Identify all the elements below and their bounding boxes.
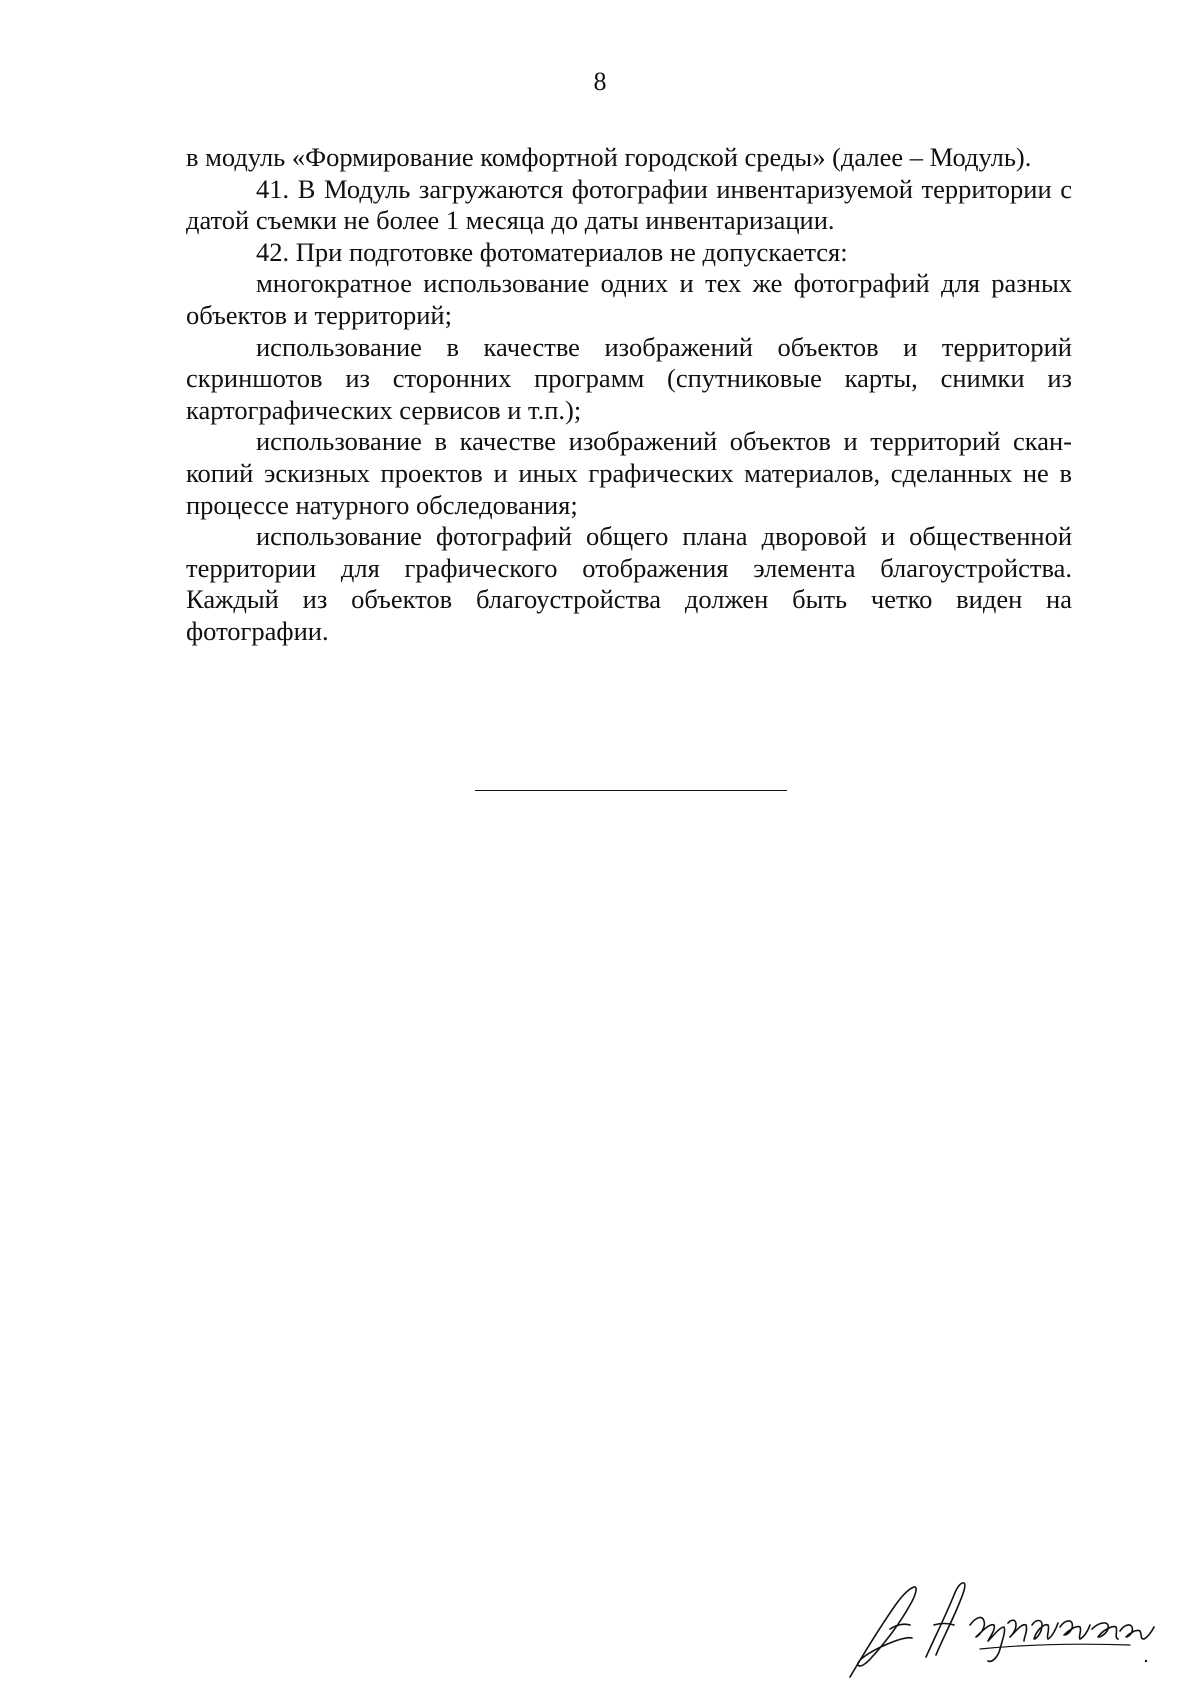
document-body (186, 142, 1072, 648)
paragraph-item-42: 42. При подготовке фотоматериалов не допускается: (256, 236, 848, 267)
paragraph-restriction-screenshots: использование в качестве изображений объектов и территорий скриншотов из сторонних программ (спутниковые карты, снимки из картографических сервисов и т.п.); (186, 331, 1072, 425)
page-number: 8 (593, 67, 607, 96)
signature-drawing (830, 1565, 1170, 1685)
handwritten-signature (830, 1565, 1170, 1685)
paragraph-module-intro: в модуль «Формирование комфортной городской среды» (далее – Модуль). (186, 142, 1032, 172)
paragraph-restriction-repeat-photos: многократное использование одних и тех же фотографий для разных объектов и территорий; (186, 268, 1072, 330)
paragraph-restriction-general-plan: использование фотографий общего плана дворовой и общественной территории для графического отображения элемента благоустройства. Каждый из объектов благоустройства должен быть четко виден на фотографии. (186, 521, 1072, 646)
end-of-text-rule (475, 790, 787, 791)
paragraph-restriction-scan-copies: использование в качестве изображений объектов и территорий скан-копий эскизных проектов и иных графических материалов, сделанных не в процессе натурного обследования; (186, 426, 1072, 520)
paragraph-item-41: 41. В Модуль загружаются фотографии инвентаризуемой территории с датой съемки не более 1 месяца до даты инвентаризации. (186, 173, 1072, 236)
